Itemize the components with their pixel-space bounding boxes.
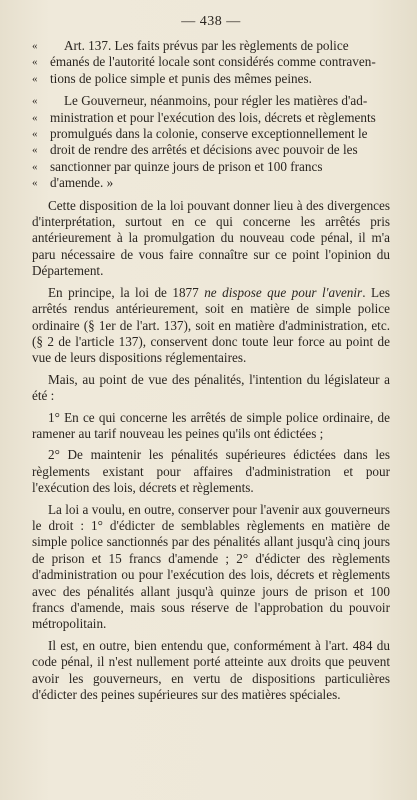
quote-mark: « [32, 72, 38, 85]
quote-line: « tions de police simple et punis des mêmes peines. [32, 70, 312, 86]
quote-mark: « [32, 144, 38, 157]
paragraph-gouverneurs: La loi a voulu, en outre, conserver pour l'avenir aux gouverneurs le droit : 1° d'édicter de semblables règlements en matière de simple police sanctionnés par des pénalités allant jusqu'à cinq jours de prison et 15 francs d'amende ; 2° d'édicter des règlements d'administration ou pour l'exécution des lois, décrets et règlements avec des pénalités allant jusqu'à quinze jours de prison et 100 francs d'amende, mais sous réserve de l'approbation du pouvoir métropolitain. [32, 501, 390, 632]
quote-mark: « [32, 160, 38, 173]
quote-line: « d'amende. » [32, 175, 114, 191]
quote-line: « émanés de l'autorité locale sont considérés comme contraven- [32, 54, 376, 70]
paragraph-article-484: Il est, en outre, bien entendu que, conformément à l'art. 484 du code pénal, il n'est nullement porté atteinte aux droits que peuvent avoir les gouverneurs, en vertu de dispositions particulières d'édicter des peines supérieures sur des matières spéciales. [32, 637, 390, 703]
emphasis-avenir: ne dispose que pour l'avenir [204, 284, 363, 300]
quote-line: « Art. 137. Les faits prévus par les règlements de police [32, 38, 349, 53]
quote-mark: « [32, 177, 38, 190]
page-number: — 438 — [181, 14, 241, 29]
quote-article-137 [32, 38, 390, 87]
quote-mark: « [32, 56, 38, 69]
body-text [32, 38, 390, 703]
paragraph-point-1: 1° En ce qui concerne les arrêtés de simple police ordinaire, de ramener au tarif nouveau les peines qu'ils ont édictées ; [32, 409, 390, 441]
quote-mark: « [32, 111, 38, 124]
paragraph-point-2: 2° De maintenir les pénalités supérieures édictées dans les règlements existant pour affaires d'administration et pour l'exécution des lois, décrets et règlements. [32, 447, 390, 496]
quote-line: « promulgués dans la colonie, conserve exceptionnellement le [32, 126, 368, 142]
quote-mark: « [32, 95, 38, 108]
quote-mark: « [32, 128, 38, 141]
quote-line: « ministration et pour l'exécution des lois, décrets et règlements [32, 109, 376, 125]
quote-line: « sanctionner par quinze jours de prison et 100 francs [32, 158, 323, 174]
paragraph-principe: En principe, la loi de 1877 ne dispose que pour l'avenir. Les arrêtés rendus antérieurement, soit en matière de simple police ordinaire (§ 1er de l'art. 137), soit en matière d'administration, etc. (§ 2 de l'article 137), conservent donc toute leur force au point de vue de leurs dispositions réglementaires. [32, 284, 391, 366]
quote-line: « Le Gouverneur, néanmoins, pour régler les matières d'ad- [32, 93, 368, 109]
paragraph-divergences: Cette disposition de la loi pouvant donner lieu à des divergences d'interprétation, surtout en ce qui concerne les arrêtés pris antérieurement à la promulgation du nouveau code pénal, il m'a paru nécessaire de vous faire connaître sur ce point l'opinion du Département. [32, 197, 390, 279]
quote-line: « droit de rendre des arrêtés et décisions avec pouvoir de les [32, 142, 358, 158]
quote-mark: « [32, 40, 38, 52]
paragraph-penalites: Mais, au point de vue des pénalités, l'intention du législateur a été : [32, 371, 390, 404]
quote-gouverneur [32, 93, 390, 191]
